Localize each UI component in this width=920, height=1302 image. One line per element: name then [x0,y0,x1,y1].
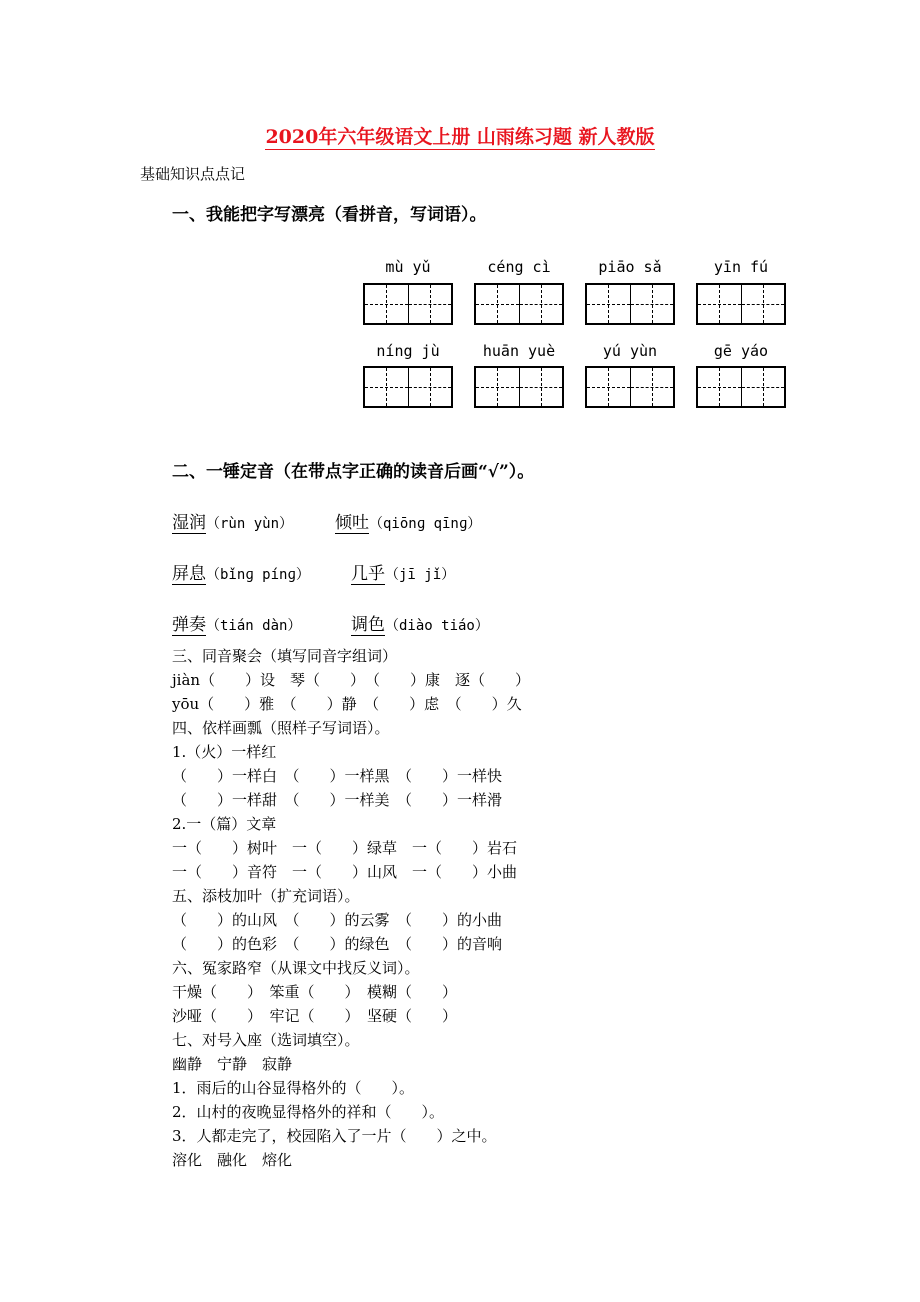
pinyin-label: yīn fú [713,258,769,276]
exercise-line: （ ）一样甜 （ ）一样美 （ ）一样滑 [172,791,503,809]
pinyin-label: piāo sǎ [598,258,662,276]
writing-grid[interactable] [474,366,564,408]
pinyin-label: níng jù [376,342,440,360]
writing-grid[interactable] [474,283,564,325]
pronunciation-item[interactable]: 屏息（bǐnɡ pínɡ） [172,564,310,584]
writing-grid[interactable] [696,366,786,408]
exercise-line: 1.（火）一样红 [172,743,277,761]
exercise-line: （ ）的色彩 （ ）的绿色 （ ）的音响 [172,935,503,953]
pronunciation-item[interactable]: 弹奏（tián dàn） [172,615,302,635]
section-label: 基础知识点点记 [140,165,246,183]
writing-grid[interactable] [363,366,453,408]
section-heading: 六、冤家路窄（从课文中找反义词）。 [172,959,420,977]
word-options: 幽静 宁静 寂静 [172,1055,293,1073]
exercise-line: （ ）一样白 （ ）一样黑 （ ）一样快 [172,767,503,785]
exercise-line: 一（ ）树叶 一（ ）绿草 一（ ）岩石 [172,839,518,857]
pinyin-label: gē yáo [713,342,769,360]
pinyin-label: huān yuè [482,342,556,360]
pinyin-label: céng cì [487,258,551,276]
pronunciation-item[interactable]: 几乎（jī jǐ） [351,564,456,584]
section1-heading: 一、我能把字写漂亮（看拼音，写词语）。 [172,205,487,225]
section-heading: 四、依样画瓢（照样子写词语）。 [172,719,390,737]
pinyin-label: mù yǔ [385,258,431,276]
writing-grid[interactable] [585,283,675,325]
exercise-line: yōu（ ）雅 （ ）静 （ ）虑 （ ）久 [172,695,522,713]
exercise-line: 1．雨后的山谷显得格外的（ ）。 [172,1079,415,1097]
exercise-line: 3．人都走完了，校园陷入了一片（ ）之中。 [172,1127,497,1145]
exercise-line: 2.一（篇）文章 [172,815,277,833]
section-heading: 七、对号入座（选词填空）。 [172,1031,360,1049]
exercise-line: 干燥（ ） 笨重（ ） 模糊（ ） [172,983,458,1001]
pronunciation-item[interactable]: 调色（diào tiáo） [351,615,489,635]
writing-grid[interactable] [585,366,675,408]
pinyin-label: yú yùn [602,342,658,360]
writing-grid[interactable] [363,283,453,325]
section-heading: 三、同音聚会（填写同音字组词） [172,647,398,665]
pronunciation-item[interactable]: 湿润（rùn yùn） [172,513,294,533]
word-options: 溶化 融化 熔化 [172,1151,293,1169]
writing-grid[interactable] [696,283,786,325]
exercise-line: 一（ ）音符 一（ ）山风 一（ ）小曲 [172,863,518,881]
exercise-line: （ ）的山风 （ ）的云雾 （ ）的小曲 [172,911,503,929]
section2-heading: 二、一锤定音（在带点字正确的读音后画“√”）。 [172,462,535,482]
exercise-line: 2．山村的夜晚显得格外的祥和（ ）。 [172,1103,445,1121]
document-title: 2020年六年级语文上册 山雨练习题 新人教版 [265,126,655,148]
exercise-line: jiàn（ ）设 琴（ ） （ ）康 逐（ ） [172,671,531,689]
exercise-line: 沙哑（ ） 牢记（ ） 坚硬（ ） [172,1007,458,1025]
pronunciation-item[interactable]: 倾吐（qiōnɡ qīnɡ） [335,513,482,533]
section-heading: 五、添枝加叶（扩充词语）。 [172,887,360,905]
